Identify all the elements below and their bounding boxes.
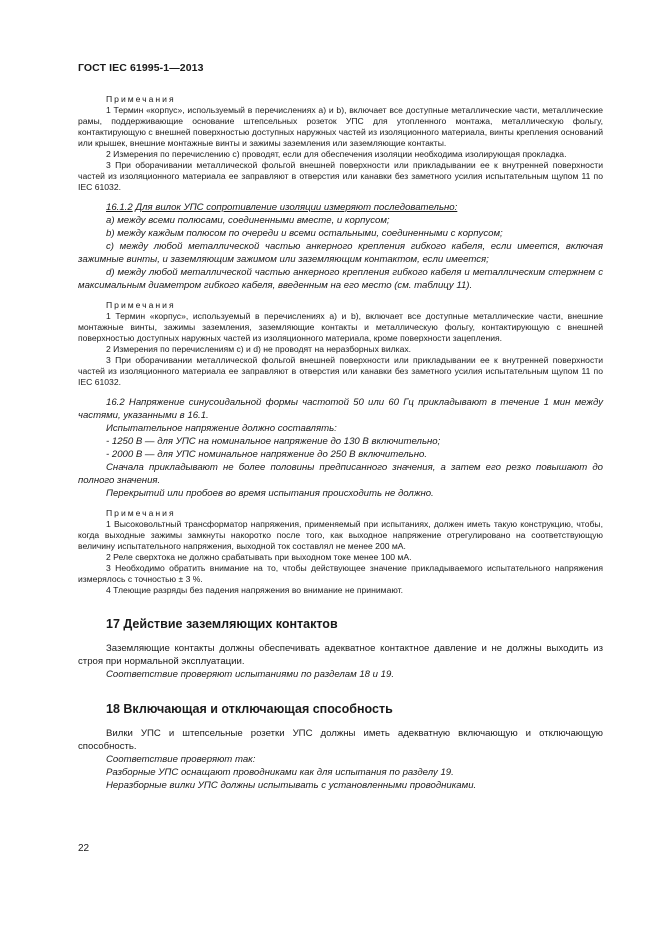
section-paragraph: Разборные УПС оснащают проводниками как для испытания по разделу 19. <box>106 767 454 778</box>
section-18-title: 18 Включающая и отключающая способность <box>106 702 393 716</box>
section-paragraph: Неразборные вилки УПС должны испытывать с установленными проводниками. <box>106 780 477 791</box>
section-paragraph: Соответствие проверяют так: <box>106 754 256 765</box>
note-item: 3 При оборачивании металлической фольгой внешней поверхности или прикладывании ее к внутренней поверхности частей из изоляционного материала ее заправляют в отверстия или канавки без заметного усилия испытательным щупом 11 по IEC 61032. <box>78 160 603 192</box>
clause-text: Напряжение синусоидальной формы частотой 50 или 60 Гц прикладывают в течение 1 мин между частями, указанными в 16.1. <box>78 397 603 421</box>
clause-list-item: - 1250 В — для УПС на номинальное напряжение до 130 В включительно; <box>106 436 441 447</box>
clause-list-item: b) между каждым полюсом по очереди и всеми остальными, соединенными с корпусом; <box>106 228 503 239</box>
notes-heading: Примечания <box>106 94 176 104</box>
page-number: 22 <box>78 843 90 854</box>
clause-list-item: с) между любой металлической частью анкерного крепления гибкого кабеля, если имеется, включая зажимные винты, и заземляющим зажимом или заземляющим контактом, если имеется; <box>78 241 603 265</box>
clause-list-item: - 2000 В — для УПС номинальное напряжение до 250 В включительно. <box>106 449 427 460</box>
note-item: 4 Тлеющие разряды без падения напряжения во внимание не принимают. <box>106 585 403 595</box>
document-header: ГОСТ IEC 61995-1—2013 <box>78 62 204 74</box>
clause-lead: Для вилок УПС сопротивление изоляции измеряют последовательно: <box>135 202 458 213</box>
clause-16-1-2-lead <box>78 201 603 214</box>
note-item: 1 Высоковольтный трансформатор напряжения, применяемый при испытаниях, должен иметь такую конструкцию, чтобы, когда выходные зажимы замкнуты накоротко после того, как выходное напряжение отрегулировано на соответствующую величину испытательного напряжения, выходной ток составлял не менее 200 мА. <box>78 519 603 551</box>
note-item: 3 При оборачивании металлической фольгой внешней поверхности или прикладывании ее к внутренней поверхности частей из изоляционного материала ее заправляют в отверстия или канавки без заметного усилия испытательным щупом 11 по IEC 61032. <box>78 355 603 387</box>
section-paragraph: Соответствие проверяют испытаниями по разделам 18 и 19. <box>106 669 395 680</box>
section-paragraph: Заземляющие контакты должны обеспечивать адекватное контактное давление и не должны выходить из строя при нормальной эксплуатации. <box>78 643 603 667</box>
note-item: 2 Реле сверхтока не должно срабатывать при выходном токе менее 100 мА. <box>106 552 412 562</box>
section-paragraph: Вилки УПС и штепсельные розетки УПС должны иметь адекватную включающую и отключающую способность. <box>78 728 603 752</box>
clause-number: 16.2 <box>106 397 125 408</box>
clause-paragraph: Перекрытий или пробоев во время испытания происходить не должно. <box>106 488 434 499</box>
notes-heading: Примечания <box>106 508 176 518</box>
note-item: 1 Термин «корпус», используемый в перечислениях а) и b), включает все доступные металлические части, металлические рамы, поддерживающие основание штепсельных розеток УПС для утопленного монтажа, металлическую фольгу, контактирующую с внешней поверхностью доступных наружных частей из изоляционного материала, винты крепления оснований или крышек, внешние монтажные винты и зажимы заземления или заземляющие контакты. <box>78 105 603 148</box>
note-item: 3 Необходимо обратить внимание на то, чтобы действующее значение прикладываемого испытательного напряжения измерялось с точностью ± 3 %. <box>78 563 603 584</box>
notes-block-1 <box>78 94 603 193</box>
note-item: 1 Термин «корпус», используемый в перечислениях а) и b), включает все доступные металлические части, внешние монтажные винты, зажимы заземления, заземляющие контакты и металлическую фольгу, контактирующую с внешней поверхностью доступных наружных частей из изоляционного материала, кроме поверхности зацепления. <box>78 311 603 343</box>
notes-block-3 <box>78 508 603 596</box>
clause-lead: Испытательное напряжение должно составлять: <box>106 423 337 434</box>
notes-block-2 <box>78 300 603 388</box>
clause-16-1-2 <box>78 201 603 292</box>
notes-heading: Примечания <box>106 300 176 310</box>
clause-16-2-text <box>78 396 603 422</box>
section-17-title: 17 Действие заземляющих контактов <box>106 617 338 631</box>
note-item: 2 Измерения по перечислениям с) и d) не проводят на неразборных вилках. <box>106 344 412 354</box>
clause-list-item: d) между любой металлической частью анкерного крепления гибкого кабеля и металлическим стержнем с максимальным диаметром гибкого кабеля, введенным на его место (см. таблицу 11). <box>78 267 603 291</box>
clause-16-2 <box>78 396 603 500</box>
clause-paragraph: Сначала прикладывают не более половины предписанного значения, а затем его резко повышают до полного значения. <box>78 462 603 486</box>
clause-number: 16.1.2 <box>106 202 133 213</box>
clause-list-item: а) между всеми полюсами, соединенными вместе, и корпусом; <box>106 215 390 226</box>
note-item: 2 Измерения по перечислению с) проводят, если для обеспечения изоляции необходима изолирующая прокладка. <box>106 149 567 159</box>
